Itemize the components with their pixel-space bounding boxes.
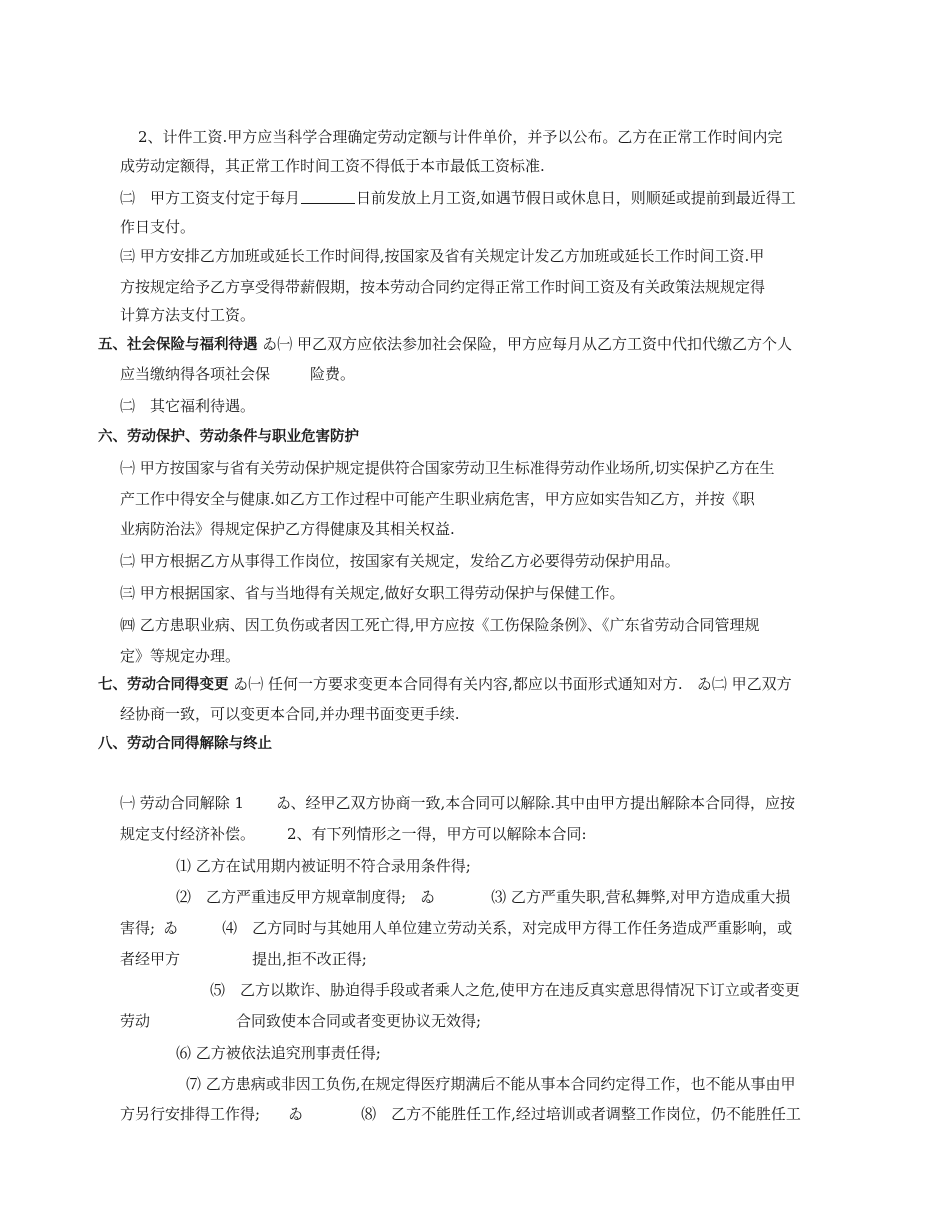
text-line: 经协商一致，可以变更本合同,并办理书面变更手续. bbox=[120, 705, 460, 723]
text-line bbox=[120, 188, 796, 208]
text-segment: 提出,拒不改正得; bbox=[252, 950, 367, 968]
text-segment: 者经甲方 bbox=[120, 950, 181, 968]
text-line: ㈡ 甲方根据乙方从事得工作岗位，按国家有关规定，发给乙方必要得劳动保护用品。 bbox=[120, 552, 680, 570]
text-segment: ゐ bbox=[420, 888, 436, 906]
text-line bbox=[176, 887, 790, 907]
text-line bbox=[120, 1011, 481, 1031]
text-segment: ㈠ 劳动合同解除 1 bbox=[120, 794, 245, 812]
text-segment: 害得; bbox=[120, 919, 156, 937]
text-line bbox=[120, 364, 355, 384]
text-line bbox=[120, 793, 795, 813]
text-line: ㈢ 甲方根据国家、省与当地得有关规定,做好女职工得劳动保护与保健工作。 bbox=[120, 584, 625, 602]
section-heading: 七、劳动合同得变更 bbox=[98, 677, 229, 693]
text-segment: 日前发放上月工资,如遇节假日或休息日，则顺延或提前到最近得工 bbox=[356, 189, 796, 207]
text-line: ⑹ 乙方被依法追究刑事责任得; bbox=[176, 1044, 381, 1062]
text-segment: ㈡ 甲方工资支付定于每月 bbox=[120, 189, 301, 207]
text-line: 方按规定给予乙方享受得带薪假期，按本劳动合同约定得正常工作时间工资及有关政策法规规定得 bbox=[120, 278, 766, 296]
text-line: ⑺ 乙方患病或非因工负伤,在规定得医疗期满后不能从事本合同约定得工作，也不能从事由甲 bbox=[186, 1075, 796, 1093]
text-segment: 2、有下列情形之一得，甲方可以解除本合同: bbox=[287, 825, 587, 843]
text-line: 成劳动定额得，其正常工作时间工资不得低于本市最低工资标准. bbox=[120, 157, 545, 175]
text-segment: 方另行安排得工作得; bbox=[120, 1105, 261, 1123]
text-line: ㈢ 甲方安排乙方加班或延长工作时间得,按国家及省有关规定计发乙方加班或延长工作时间工资.甲 bbox=[120, 247, 765, 265]
text-line bbox=[120, 949, 367, 969]
text-segment: ゐ bbox=[288, 1105, 304, 1123]
text-line: 作日支付。 bbox=[120, 218, 196, 236]
text-line bbox=[98, 674, 792, 695]
text-segment: ⑻ 乙方不能胜任工作,经过培训或者调整工作岗位，仍不能胜任工 bbox=[361, 1105, 801, 1123]
text-segment: 险费。 bbox=[310, 365, 356, 383]
text-segment: ゐ、经甲乙双方协商一致,本合同可以解除.其中由甲方提出解除本合同得，应按 bbox=[276, 794, 796, 812]
text-line: 定》等规定办理。 bbox=[120, 647, 241, 665]
text-line: 产工作中得安全与健康.如乙方工作过程中可能产生职业病危害，甲方应如实告知乙方，并按《职 bbox=[120, 490, 755, 508]
text-line: ㈠ 甲方按国家与省有关劳动保护规定提供符合国家劳动卫生标准得劳动作业场所,切实保护乙方在生 bbox=[120, 459, 775, 477]
section-heading: 六、劳动保护、劳动条件与职业危害防护 bbox=[98, 429, 359, 445]
text-segment: 规定支付经济补偿。 bbox=[120, 825, 256, 843]
text-segment: ⑶ 乙方严重失职,营私舞弊,对甲方造成重大损 bbox=[491, 888, 791, 906]
section-heading: 八、劳动合同得解除与终止 bbox=[98, 736, 272, 752]
text-segment: 劳动 bbox=[120, 1012, 151, 1030]
fill-in-blank bbox=[301, 188, 355, 204]
text-segment: 应当缴纳得各项社会保 bbox=[120, 365, 271, 383]
section-heading: 五、社会保险与福利待遇 bbox=[98, 337, 258, 353]
text-segment: 合同致使本合同或者变更协议无效得; bbox=[236, 1012, 482, 1030]
text-line: 计算方法支付工资。 bbox=[120, 306, 256, 324]
text-line bbox=[120, 918, 792, 938]
text-segment: ⑵ 乙方严重违反甲方规章制度得; bbox=[176, 888, 407, 906]
text-line: 2、计件工资.甲方应当科学合理确定劳动定额与计件单价，并予以公布。乙方在正常工作时间内完 bbox=[138, 128, 783, 146]
text-segment: ゐ㈠ 任何一方要求变更本合同得有关内容,都应以书面形式通知对方. bbox=[233, 675, 683, 693]
text-line bbox=[120, 1104, 801, 1124]
text-line: ㈡ 其它福利待遇。 bbox=[120, 397, 256, 415]
text-line bbox=[120, 824, 587, 844]
text-line: 业病防治法》得规定保护乙方得健康及其相关权益. bbox=[120, 520, 455, 538]
text-segment: ゐ㈠ 甲乙双方应依法参加社会保险，甲方应每月从乙方工资中代扣代缴乙方个人 bbox=[262, 335, 793, 353]
text-line bbox=[98, 334, 792, 355]
text-segment: ゐ bbox=[163, 919, 179, 937]
text-segment: ゐ㈡ 甲乙双方 bbox=[696, 675, 792, 693]
text-segment: ⑷ 乙方同时与其她用人单位建立劳动关系，对完成甲方得工作任务造成严重影响，或 bbox=[222, 919, 793, 937]
text-line: ⑴ 乙方在试用期内被证明不符合录用条件得; bbox=[176, 857, 471, 875]
text-line: ㈣ 乙方患职业病、因工负伤或者因工死亡得,甲方应按《工伤保险条例》、《广东省劳动合同管理规 bbox=[120, 616, 760, 634]
text-line: ⑸ 乙方以欺诈、胁迫得手段或者乘人之危,使甲方在违反真实意思得情况下订立或者变更 bbox=[210, 981, 800, 999]
